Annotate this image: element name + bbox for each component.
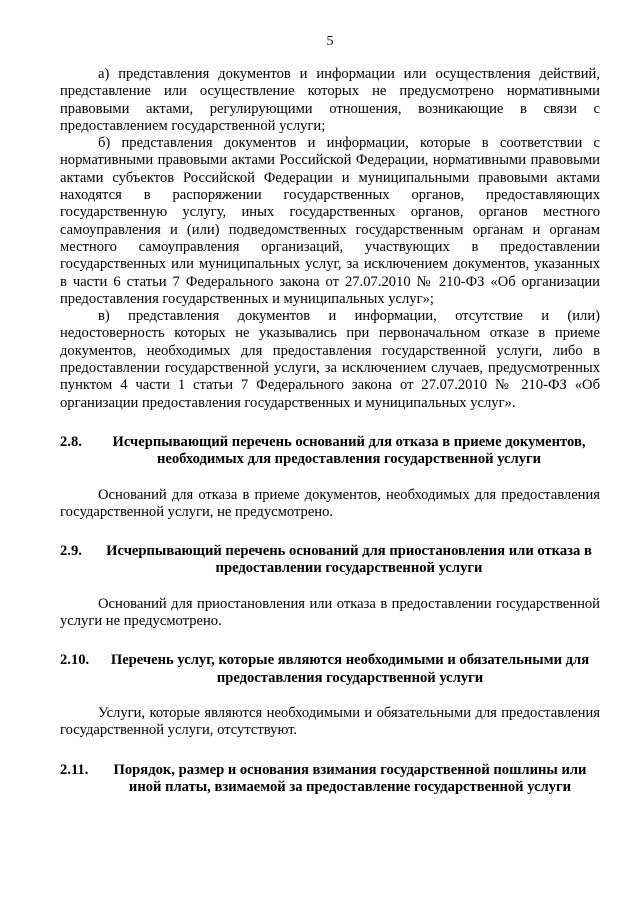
- section-body: Оснований для приостановления или отказа в предоставлении государственной услуги не предусмотрено.: [60, 595, 600, 630]
- page-number: 5: [326, 34, 334, 49]
- paragraph-b: б) представления документов и информации, которые в соответствии с нормативными правовыми актами Российской Федерации, нормативными правовыми актами субъектов Российской Федерации и муниципальными правовыми актами находятся в распоряжении государственных органов, предоставляющих государственную услугу, иных государственных органов, органов местного самоуправления и (или) подведомственных государственным органам и органам местного самоуправления организаций, участвующих в предоставлении государственных или муниципальных услуг, за исключением документов, указанных в части 6 статьи 7 Федерального закона от 27.07.2010 № 210-ФЗ «Об организации предоставления государственных и муниципальных услуг»;: [60, 135, 600, 307]
- section-heading-2-10: [60, 652, 600, 687]
- section-title: Исчерпывающий перечень оснований для приостановления или отказа в предоставлении государственной услуги: [106, 543, 592, 577]
- section-number: 2.9.: [60, 543, 82, 560]
- section-number: 2.8.: [60, 433, 82, 450]
- paragraph-c: в) представления документов и информации, отсутствие и (или) недостоверность которых не указывались при первоначальном отказе в приеме документов, необходимых для предоставления государственной услуги, либо в предоставлении государственной услуги, за исключением случаев, предусмотренных пунктом 4 части 1 статьи 7 Федерального закона от 27.07.2010 № 210-ФЗ «Об организации предоставления государственных и муниципальных услуг».: [60, 308, 600, 411]
- section-title: Исчерпывающий перечень оснований для отказа в приеме документов, необходимых для предоставления государственной услуги: [112, 433, 586, 468]
- section-heading-2-9: [60, 543, 600, 578]
- section-body: Оснований для отказа в приеме документов, необходимых для предоставления государственной услуги, не предусмотрено.: [60, 486, 600, 520]
- section-title: Порядок, размер и основания взимания государственной пошлины или иной платы, взимаемой за предоставление государственной услуги: [113, 761, 587, 795]
- paragraph-a: а) представления документов и информации или осуществления действий, представление или осуществление которых не предусмотрено нормативными правовыми актами, регулирующими отношения, возникающие в связи с предоставлением государственной услуги;: [60, 66, 600, 134]
- section-heading-2-8: [60, 434, 600, 469]
- section-number: 2.11.: [60, 761, 89, 778]
- section-body: Услуги, которые являются необходимыми и обязательными для предоставления государственной услуги, отсутствуют.: [60, 704, 600, 739]
- section-heading-2-11: [60, 762, 600, 797]
- section-title: Перечень услуг, которые являются необходимыми и обязательными для предоставления государственной услуги: [110, 652, 590, 686]
- section-number: 2.10.: [60, 652, 90, 669]
